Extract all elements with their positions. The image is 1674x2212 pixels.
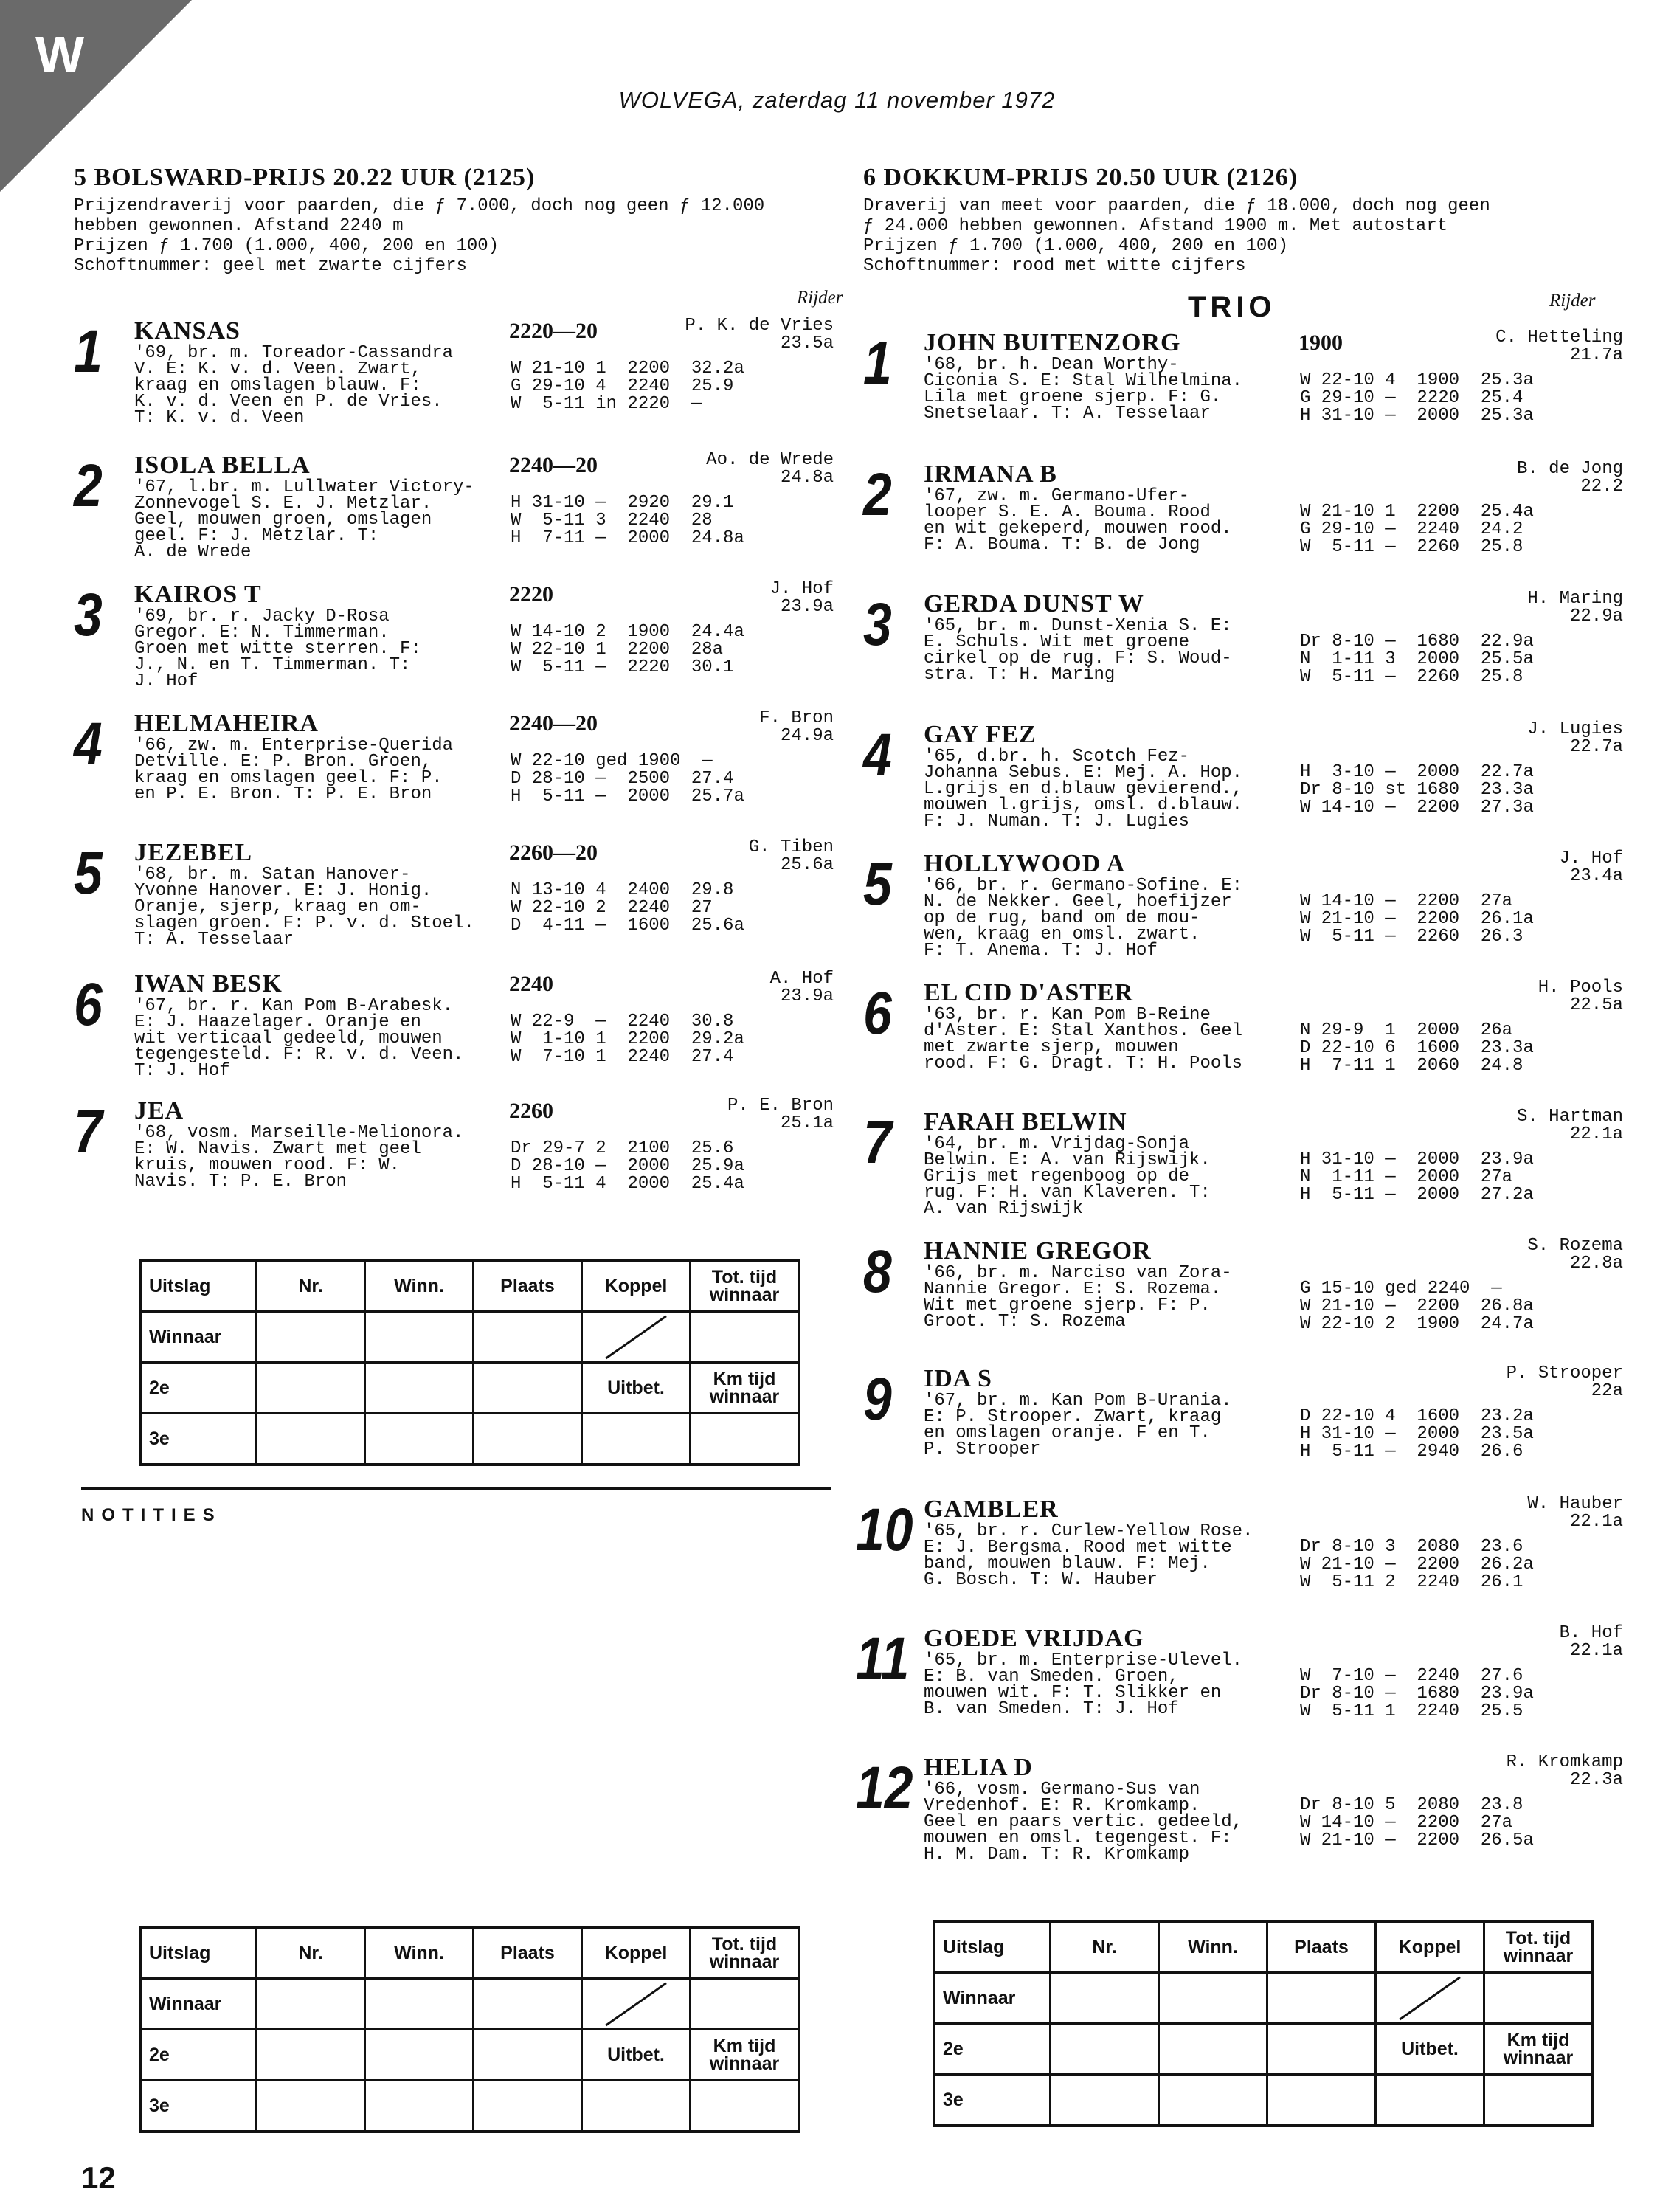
table-row-label: 3e xyxy=(934,2075,1051,2126)
horse-distance: 2220—20 xyxy=(509,319,598,343)
horse-name: HELMAHEIRA xyxy=(134,710,319,737)
horse-details: '66, vosm. Germano-Sus van Vredenhof. E: R. Kromkamp. Geel en paars vertic. gedeeld, mouwen en omsl. tegengest. F: H. M. Dam. T: R. Kromkamp xyxy=(924,1780,1243,1864)
horse-form-lines: N 13-10 4 2400 29.8 W 22-10 2 2240 27 D 4-11 — 1600 25.6a xyxy=(511,880,744,936)
horse-rider: H. Maring 22.9a xyxy=(1527,589,1623,626)
horse-rider: S. Hartman 22.1a xyxy=(1516,1107,1623,1144)
horse-number: 9 xyxy=(863,1366,892,1433)
table-header-cell: Uitslag xyxy=(934,1921,1051,1973)
horse-distance: 2240—20 xyxy=(509,711,598,736)
table-cell xyxy=(691,1979,800,2030)
table-header-cell: Koppel xyxy=(582,1260,691,1312)
table-header-cell: Tot. tijd winnaar xyxy=(691,1260,800,1312)
horse-distance: 2240—20 xyxy=(509,453,598,477)
horse-form-lines: G 15-10 ged 2240 — W 21-10 — 2200 26.8a W 22-10 2 1900 24.7a xyxy=(1300,1279,1534,1334)
table-header-cell: Nr. xyxy=(257,1927,365,1979)
horse-name: HOLLYWOOD A xyxy=(924,850,1126,877)
horse-distance: 2240 xyxy=(509,972,553,996)
table-header-cell: Winn. xyxy=(365,1260,474,1312)
horse-name: KAIROS T xyxy=(134,581,262,608)
result-table xyxy=(139,1926,800,2133)
horse-form-lines: Dr 29-7 2 2100 25.6 D 28-10 — 2000 25.9a H 5-11 4 2000 25.4a xyxy=(511,1138,744,1194)
table-header-cell: Plaats xyxy=(1267,1921,1376,1973)
horse-details: '66, zw. m. Enterprise-Querida Detville. E: P. Bron. Groen, kraag en omslagen geel. F: P. en P. E. Bron. T: P. E. Bron xyxy=(134,736,454,804)
horse-form-lines: W 22-9 — 2240 30.8 W 1-10 1 2200 29.2a W 7-10 1 2240 27.4 xyxy=(511,1012,744,1067)
page-number: 12 xyxy=(81,2160,116,2195)
table-header-cell: Uitslag xyxy=(140,1260,257,1312)
slash-line xyxy=(1399,1976,1461,2020)
km-tijd-label: Km tijd winnaar xyxy=(1484,2024,1594,2075)
horse-form-lines: W 7-10 — 2240 27.6 Dr 8-10 — 1680 23.9a W 5-11 1 2240 25.5 xyxy=(1300,1666,1534,1721)
horse-number: 2 xyxy=(74,452,103,519)
horse-details: '65, br. m. Dunst-Xenia S. E: E. Schuls. Wit met groene cirkel op de rug. F: S. Woud- stra. T: H. Maring xyxy=(924,616,1232,685)
horse-form-lines: D 22-10 4 1600 23.2a H 31-10 — 2000 23.5a H 5-11 — 2940 26.6 xyxy=(1300,1406,1534,1462)
table-cell xyxy=(474,2081,582,2132)
horse-form-lines: Dr 8-10 5 2080 23.8 W 14-10 — 2200 27a W 21-10 — 2200 26.5a xyxy=(1300,1795,1534,1850)
horse-rider: B. Hof 22.1a xyxy=(1559,1623,1623,1661)
horse-rider: B. de Jong 22.2 xyxy=(1516,459,1623,497)
horse-number: 7 xyxy=(863,1109,892,1176)
table-cell xyxy=(1484,2075,1594,2126)
table-row-label: 2e xyxy=(140,2030,257,2081)
race-6 xyxy=(856,164,1623,1864)
km-tijd-label: Km tijd winnaar xyxy=(691,1363,800,1414)
horse-details: '65, br. r. Curlew-Yellow Rose. E: J. Bergsma. Rood met witte band, mouwen blauw. F: Mej. G. Bosch. T: W. Hauber xyxy=(924,1521,1253,1590)
horse-number: 1 xyxy=(863,330,892,397)
horse-distance: 1900 xyxy=(1298,331,1343,355)
horse-rider: G. Tiben 25.6a xyxy=(748,837,834,875)
race-5 xyxy=(74,164,843,1194)
horse-details: '66, br. m. Narciso van Zora- Nannie Gregor. E: S. Rozema. Wit met groene sjerp. F: P. Groot. T: S. Rozema xyxy=(924,1263,1232,1332)
horse-distance: 2220 xyxy=(509,582,553,606)
slash-mark xyxy=(582,1312,691,1363)
horse-rider: P. Strooper 22a xyxy=(1506,1364,1623,1401)
horse-number: 5 xyxy=(74,840,103,907)
horse-name: IWAN BESK xyxy=(134,970,283,998)
table-header-cell: Plaats xyxy=(474,1927,582,1979)
horse-details: '63, br. r. Kan Pom B-Reine d'Aster. E: Stal Xanthos. Geel met zwarte sjerp, mouwen rood. F: G. Dragt. T: H. Pools xyxy=(924,1005,1243,1074)
horse-details: '68, br. h. Dean Worthy- Ciconia S. E: Stal Wilhelmina. Lila met groene sjerp. F: G. Snetselaar. T: A. Tesselaar xyxy=(924,355,1243,424)
horse-number: 3 xyxy=(863,591,892,658)
horse-form-lines: H 31-10 — 2920 29.1 W 5-11 3 2240 28 H 7-11 — 2000 24.8a xyxy=(511,493,744,548)
race-description: Draverij van meet voor paarden, die ƒ 18.000, doch nog geen ƒ 24.000 hebben gewonnen. Afstand 1900 m. Met autostart Prijzen ƒ 1.700 (1.000, 400, 200 en 100) Schoftnummer: rood met witte cijfers xyxy=(863,196,1490,276)
table-row-label: Winnaar xyxy=(140,1979,257,2030)
race-title: 6 DOKKUM-PRIJS 20.50 UUR (2126) xyxy=(863,164,1298,191)
horse-rider: S. Rozema 22.8a xyxy=(1527,1236,1623,1273)
table-cell xyxy=(691,1414,800,1465)
table-cell xyxy=(582,2081,691,2132)
table-cell xyxy=(1159,2075,1267,2126)
table-cell xyxy=(257,2030,365,2081)
race-title: 5 BOLSWARD-PRIJS 20.22 UUR (2125) xyxy=(74,164,536,191)
horse-details: '69, br. r. Jacky D-Rosa Gregor. E: N. Timmerman. Groen met witte sterren. F: J., N. en T. Timmerman. T: J. Hof xyxy=(134,606,421,691)
slash-mark xyxy=(1376,1973,1484,2024)
horse-details: '67, br. r. Kan Pom B-Arabesk. E: J. Haazelager. Oranje en wit verticaal gedeeld, mouwen tegengesteld. F: R. v. d. Veen. T: J. Hof xyxy=(134,996,464,1081)
table-header-cell: Tot. tijd winnaar xyxy=(691,1927,800,1979)
table-cell xyxy=(257,1414,365,1465)
table-cell xyxy=(365,2081,474,2132)
page-header: WOLVEGA, zaterdag 11 november 1972 xyxy=(618,87,1056,113)
table-row-label: Winnaar xyxy=(934,1973,1051,2024)
horse-form-lines: Dr 8-10 — 1680 22.9a N 1-11 3 2000 25.5a W 5-11 — 2260 25.8 xyxy=(1300,632,1534,687)
horse-form-lines: H 3-10 — 2000 22.7a Dr 8-10 st 1680 23.3a W 14-10 — 2200 27.3a xyxy=(1300,762,1534,818)
table-cell xyxy=(257,1363,365,1414)
notities-label: NOTITIES xyxy=(81,1505,222,1525)
horse-rider: W. Hauber 22.1a xyxy=(1527,1494,1623,1532)
horse-number: 6 xyxy=(863,980,892,1047)
horse-name: HELIA D xyxy=(924,1754,1033,1781)
table-cell xyxy=(365,1414,474,1465)
table-row-label: 2e xyxy=(140,1363,257,1414)
horse-details: '65, br. m. Enterprise-Ulevel. E: B. van Smeden. Groen, mouwen wit. F: T. Slikker en B. van Smeden. T: J. Hof xyxy=(924,1651,1243,1719)
horse-number: 5 xyxy=(863,851,892,918)
horse-name: JEA xyxy=(134,1097,184,1124)
uitbet-label: Uitbet. xyxy=(582,1363,691,1414)
slash-line xyxy=(605,1315,667,1359)
horse-number: 10 xyxy=(856,1496,913,1563)
result-table xyxy=(933,1920,1594,2127)
horse-rider: Ao. de Wrede 24.8a xyxy=(706,450,834,488)
table-cell xyxy=(474,1312,582,1363)
horse-details: '68, br. m. Satan Hanover- Yvonne Hanover. E: J. Honig. Oranje, sjerp, kraag en om- slagen groen. F: P. v. d. Stoel. T: A. Tesselaar xyxy=(134,865,474,950)
horse-rider: J. Lugies 22.7a xyxy=(1527,719,1623,757)
slash-line xyxy=(605,1982,667,2026)
horse-name: GAY FEZ xyxy=(924,721,1037,748)
horse-name: GERDA DUNST W xyxy=(924,590,1144,618)
rijder-header: Rijder xyxy=(797,288,843,308)
horse-number: 11 xyxy=(856,1625,910,1693)
table-cell xyxy=(1051,1973,1159,2024)
horse-details: '64, br. m. Vrijdag-Sonja Belwin. E: A. van Rijswijk. Grijs met regenboog op de rug. F: H. van Klaveren. T: A. van Rijswijk xyxy=(924,1134,1211,1219)
table-cell xyxy=(365,1312,474,1363)
horse-name: HANNIE GREGOR xyxy=(924,1237,1152,1265)
horse-number: 4 xyxy=(863,722,892,789)
table-cell xyxy=(1159,1973,1267,2024)
table-row-label: 2e xyxy=(934,2024,1051,2075)
corner-letter: W xyxy=(35,26,85,83)
horse-number: 3 xyxy=(74,581,103,649)
table-header-cell: Winn. xyxy=(365,1927,474,1979)
table-cell xyxy=(1159,2024,1267,2075)
horse-rider: P. E. Bron 25.1a xyxy=(727,1096,834,1133)
result-table xyxy=(139,1259,800,1466)
table-cell xyxy=(691,1312,800,1363)
table-header-cell: Plaats xyxy=(474,1260,582,1312)
horse-name: FARAH BELWIN xyxy=(924,1108,1127,1136)
horse-number: 8 xyxy=(863,1238,892,1305)
horse-name: IDA S xyxy=(924,1365,992,1392)
table-cell xyxy=(1484,1973,1594,2024)
horse-details: '65, d.br. h. Scotch Fez- Johanna Sebus. E: Mej. A. Hop. L.grijs en d.blauw gevierend., mouwen l.grijs, omsl. d.blauw. F: J. Numan. T: J. Lugies xyxy=(924,747,1243,832)
table-cell xyxy=(365,1363,474,1414)
uitbet-label: Uitbet. xyxy=(1376,2024,1484,2075)
horse-details: '67, br. m. Kan Pom B-Urania. E: P. Strooper. Zwart, kraag en omslagen oranje. F en T. P. Strooper xyxy=(924,1391,1232,1459)
section-divider xyxy=(81,1487,831,1490)
horse-rider: C. Hetteling 21.7a xyxy=(1495,328,1623,365)
table-cell xyxy=(257,1312,365,1363)
horse-number: 12 xyxy=(856,1755,913,1822)
horse-details: '67, l.br. m. Lullwater Victory- Zonnevogel S. E. J. Metzlar. Geel, mouwen groen, omslagen geel. F: J. Metzlar. T: A. de Wrede xyxy=(134,477,474,562)
horse-number: 2 xyxy=(863,461,892,528)
uitbet-label: Uitbet. xyxy=(582,2030,691,2081)
horse-number: 7 xyxy=(74,1098,103,1165)
horse-number: 4 xyxy=(74,711,103,778)
horse-rider: R. Kromkamp 22.3a xyxy=(1506,1752,1623,1790)
table-header-cell: Winn. xyxy=(1159,1921,1267,1973)
horse-rider: A. Hof 23.9a xyxy=(769,969,834,1006)
table-cell xyxy=(1051,2075,1159,2126)
table-header-cell: Koppel xyxy=(582,1927,691,1979)
table-cell xyxy=(474,1363,582,1414)
horse-distance: 2260 xyxy=(509,1099,553,1123)
table-header-cell: Nr. xyxy=(257,1260,365,1312)
horse-rider: J. Hof 23.9a xyxy=(769,579,834,617)
horse-form-lines: W 21-10 1 2200 32.2a G 29-10 4 2240 25.9 W 5-11 in 2220 — xyxy=(511,359,744,414)
horse-name: EL CID D'ASTER xyxy=(924,979,1134,1006)
table-cell xyxy=(691,2081,800,2132)
table-cell xyxy=(365,2030,474,2081)
table-cell xyxy=(582,1414,691,1465)
horse-name: ISOLA BELLA xyxy=(134,452,311,479)
trio-label: TRIO xyxy=(1188,291,1276,323)
slash-mark xyxy=(582,1979,691,2030)
rijder-header: Rijder xyxy=(1549,291,1596,311)
table-cell xyxy=(365,1979,474,2030)
horse-rider: P. K. de Vries 23.5a xyxy=(685,316,834,353)
table-header-cell: Koppel xyxy=(1376,1921,1484,1973)
race-description: Prijzendraverij voor paarden, die ƒ 7.000, doch nog geen ƒ 12.000 hebben gewonnen. Afstand 2240 m Prijzen ƒ 1.700 (1.000, 400, 200 en 100) Schoftnummer: geel met zwarte cijfers xyxy=(74,196,765,276)
table-cell xyxy=(257,2081,365,2132)
horse-details: '67, zw. m. Germano-Ufer- looper S. E. A. Bouma. Rood en wit gekeperd, mouwen rood. F: A. Bouma. T: B. de Jong xyxy=(924,486,1232,555)
table-header-cell: Nr. xyxy=(1051,1921,1159,1973)
horse-name: KANSAS xyxy=(134,317,241,345)
horse-name: GOEDE VRIJDAG xyxy=(924,1625,1144,1652)
km-tijd-label: Km tijd winnaar xyxy=(691,2030,800,2081)
table-cell xyxy=(1267,2024,1376,2075)
horse-form-lines: W 22-10 ged 1900 — D 28-10 — 2500 27.4 H 5-11 — 2000 25.7a xyxy=(511,751,744,806)
horse-distance: 2260—20 xyxy=(509,840,598,865)
horse-name: GAMBLER xyxy=(924,1496,1059,1523)
horse-form-lines: W 14-10 — 2200 27a W 21-10 — 2200 26.1a W 5-11 — 2260 26.3 xyxy=(1300,891,1534,947)
horse-name: JEZEBEL xyxy=(134,839,253,866)
table-cell xyxy=(1376,2075,1484,2126)
table-row-label: Winnaar xyxy=(140,1312,257,1363)
table-cell xyxy=(1267,2075,1376,2126)
horse-number: 1 xyxy=(74,318,103,385)
table-header-cell: Tot. tijd winnaar xyxy=(1484,1921,1594,1973)
table-row-label: 3e xyxy=(140,2081,257,2132)
table-cell xyxy=(474,1414,582,1465)
horse-form-lines: Dr 8-10 3 2080 23.6 W 21-10 — 2200 26.2a W 5-11 2 2240 26.1 xyxy=(1300,1537,1534,1592)
horse-number: 6 xyxy=(74,971,103,1038)
horse-details: '68, vosm. Marseille-Melionora. E: W. Navis. Zwart met geel kruis, mouwen rood. F: W. Navis. T: P. E. Bron xyxy=(134,1123,464,1192)
horse-name: JOHN BUITENZORG xyxy=(924,329,1181,356)
table-cell xyxy=(474,2030,582,2081)
table-cell xyxy=(257,1979,365,2030)
horse-form-lines: W 21-10 1 2200 25.4a G 29-10 — 2240 24.2 W 5-11 — 2260 25.8 xyxy=(1300,502,1534,557)
horse-rider: F. Bron 24.9a xyxy=(759,708,834,746)
table-cell xyxy=(474,1979,582,2030)
horse-rider: H. Pools 22.5a xyxy=(1538,978,1623,1015)
horse-name: IRMANA B xyxy=(924,460,1057,488)
horse-form-lines: W 14-10 2 1900 24.4a W 22-10 1 2200 28a W 5-11 — 2220 30.1 xyxy=(511,622,744,677)
table-header-cell: Uitslag xyxy=(140,1927,257,1979)
horse-rider: J. Hof 23.4a xyxy=(1559,848,1623,886)
horse-form-lines: N 29-9 1 2000 26a D 22-10 6 1600 23.3a H 7-11 1 2060 24.8 xyxy=(1300,1020,1534,1076)
horse-form-lines: W 22-10 4 1900 25.3a G 29-10 — 2220 25.4 H 31-10 — 2000 25.3a xyxy=(1300,370,1534,426)
horse-details: '69, br. m. Toreador-Cassandra V. E: K. v. d. Veen. Zwart, kraag en omslagen blauw. F: K. v. d. Veen en P. de Vries. T: K. v. d. Veen xyxy=(134,343,454,428)
horse-details: '66, br. r. Germano-Sofine. E: N. de Nekker. Geel, hoefijzer op de rug, band om de mou- wen, kraag en omsl. zwart. F: T. Anema. T: J. Hof xyxy=(924,876,1243,961)
horse-form-lines: H 31-10 — 2000 23.9a N 1-11 — 2000 27a H 5-11 — 2000 27.2a xyxy=(1300,1150,1534,1205)
table-row-label: 3e xyxy=(140,1414,257,1465)
table-cell xyxy=(1267,1973,1376,2024)
table-cell xyxy=(1051,2024,1159,2075)
